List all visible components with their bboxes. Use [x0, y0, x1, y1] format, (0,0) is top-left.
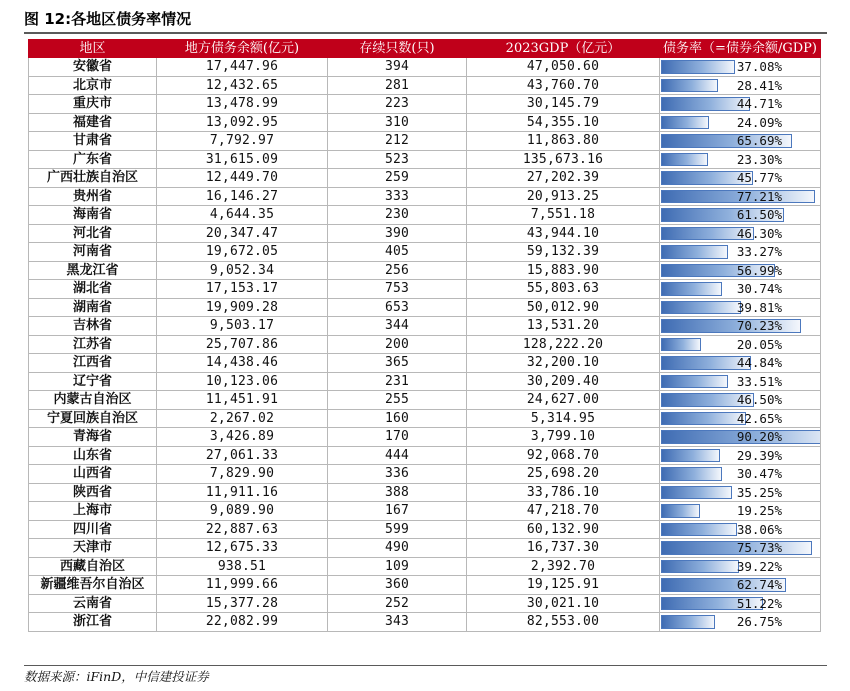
table-row — [29, 502, 821, 521]
cell-ratio — [660, 298, 821, 317]
header-balance: 地方债务余额(亿元) — [157, 40, 328, 58]
cell-region: 新疆维吾尔自治区 — [29, 576, 157, 595]
cell-region: 河北省 — [29, 224, 157, 243]
cell-ratio — [660, 372, 821, 391]
cell-gdp: 43,760.70 — [467, 76, 660, 95]
cell-region: 福建省 — [29, 113, 157, 132]
ratio-value: 19.25% — [736, 503, 782, 518]
cell-region: 宁夏回族自治区 — [29, 409, 157, 428]
cell-region: 江西省 — [29, 354, 157, 373]
cell-count: 444 — [328, 446, 467, 465]
cell-ratio — [660, 520, 821, 539]
cell-count: 281 — [328, 76, 467, 95]
table-row — [29, 594, 821, 613]
cell-gdp: 19,125.91 — [467, 576, 660, 595]
ratio-value: 37.08% — [736, 59, 782, 74]
cell-ratio — [660, 317, 821, 336]
cell-gdp: 3,799.10 — [467, 428, 660, 447]
table-row — [29, 557, 821, 576]
ratio-value: 33.51% — [736, 373, 782, 389]
ratio-value: 30.74% — [736, 281, 782, 296]
table-row — [29, 132, 821, 151]
ratio-value: 77.21% — [736, 188, 782, 204]
table-row — [29, 446, 821, 465]
table-row — [29, 243, 821, 262]
cell-balance: 16,146.27 — [157, 187, 328, 206]
ratio-value: 35.25% — [736, 484, 782, 500]
cell-region: 云南省 — [29, 594, 157, 613]
cell-ratio — [660, 409, 821, 428]
cell-region: 吉林省 — [29, 317, 157, 336]
figure-title: 图 12:各地区债务率情况 — [24, 10, 192, 28]
cell-balance: 2,267.02 — [157, 409, 328, 428]
ratio-value: 45.77% — [736, 170, 782, 185]
cell-ratio — [660, 391, 821, 410]
cell-region: 海南省 — [29, 206, 157, 225]
ratio-value: 38.06% — [736, 521, 782, 537]
ratio-value: 46.50% — [736, 392, 782, 407]
cell-region: 内蒙古自治区 — [29, 391, 157, 410]
table-row — [29, 169, 821, 188]
ratio-value: 26.75% — [736, 614, 782, 629]
cell-balance: 15,377.28 — [157, 594, 328, 613]
cell-ratio — [660, 280, 821, 299]
cell-ratio — [660, 502, 821, 521]
cell-balance: 11,911.16 — [157, 483, 328, 502]
table-row — [29, 206, 821, 225]
cell-gdp: 5,314.95 — [467, 409, 660, 428]
cell-region: 四川省 — [29, 520, 157, 539]
cell-gdp: 30,145.79 — [467, 95, 660, 114]
cell-gdp: 30,021.10 — [467, 594, 660, 613]
cell-region: 安徽省 — [29, 58, 157, 77]
cell-count: 653 — [328, 298, 467, 317]
cell-count: 252 — [328, 594, 467, 613]
cell-ratio — [660, 187, 821, 206]
cell-region: 贵州省 — [29, 187, 157, 206]
table-row — [29, 76, 821, 95]
cell-ratio — [660, 76, 821, 95]
cell-ratio — [660, 243, 821, 262]
cell-region: 广西壮族自治区 — [29, 169, 157, 188]
cell-ratio — [660, 335, 821, 354]
table-row — [29, 280, 821, 299]
table-row — [29, 335, 821, 354]
table-row — [29, 520, 821, 539]
table-row — [29, 317, 821, 336]
cell-ratio — [660, 539, 821, 558]
cell-gdp: 2,392.70 — [467, 557, 660, 576]
ratio-value: 62.74% — [736, 577, 782, 592]
cell-gdp: 13,531.20 — [467, 317, 660, 336]
cell-gdp: 27,202.39 — [467, 169, 660, 188]
ratio-value: 29.39% — [736, 447, 782, 463]
cell-region: 黑龙江省 — [29, 261, 157, 280]
cell-balance: 13,478.99 — [157, 95, 328, 114]
cell-count: 167 — [328, 502, 467, 521]
cell-region: 浙江省 — [29, 613, 157, 632]
cell-gdp: 135,673.16 — [467, 150, 660, 169]
cell-balance: 7,829.90 — [157, 465, 328, 484]
cell-count: 170 — [328, 428, 467, 447]
title-rule — [24, 32, 827, 34]
cell-count: 200 — [328, 335, 467, 354]
cell-count: 405 — [328, 243, 467, 262]
ratio-value: 28.41% — [736, 77, 782, 93]
cell-balance: 25,707.86 — [157, 335, 328, 354]
cell-gdp: 128,222.20 — [467, 335, 660, 354]
cell-ratio — [660, 557, 821, 576]
cell-gdp: 82,553.00 — [467, 613, 660, 632]
cell-balance: 19,672.05 — [157, 243, 328, 262]
cell-gdp: 30,209.40 — [467, 372, 660, 391]
cell-ratio — [660, 169, 821, 188]
cell-region: 西藏自治区 — [29, 557, 157, 576]
table-row — [29, 539, 821, 558]
cell-count: 109 — [328, 557, 467, 576]
cell-count: 523 — [328, 150, 467, 169]
cell-count: 230 — [328, 206, 467, 225]
cell-count: 336 — [328, 465, 467, 484]
cell-balance: 11,451.91 — [157, 391, 328, 410]
cell-region: 山东省 — [29, 446, 157, 465]
cell-region: 重庆市 — [29, 95, 157, 114]
cell-balance: 22,082.99 — [157, 613, 328, 632]
ratio-value: 44.84% — [736, 355, 782, 370]
cell-region: 河南省 — [29, 243, 157, 262]
cell-count: 360 — [328, 576, 467, 595]
table-row — [29, 372, 821, 391]
cell-ratio — [660, 428, 821, 447]
table-row — [29, 58, 821, 77]
cell-region: 山西省 — [29, 465, 157, 484]
table-row — [29, 150, 821, 169]
cell-ratio — [660, 354, 821, 373]
bottom-rule — [24, 665, 827, 666]
cell-region: 北京市 — [29, 76, 157, 95]
cell-count: 256 — [328, 261, 467, 280]
table-row — [29, 261, 821, 280]
cell-balance: 14,438.46 — [157, 354, 328, 373]
cell-region: 湖北省 — [29, 280, 157, 299]
cell-count: 231 — [328, 372, 467, 391]
ratio-value: 44.71% — [736, 96, 782, 111]
cell-count: 490 — [328, 539, 467, 558]
cell-count: 365 — [328, 354, 467, 373]
table-body — [29, 58, 821, 632]
cell-gdp: 92,068.70 — [467, 446, 660, 465]
cell-gdp: 54,355.10 — [467, 113, 660, 132]
cell-region: 辽宁省 — [29, 372, 157, 391]
cell-balance: 9,503.17 — [157, 317, 328, 336]
cell-gdp: 55,803.63 — [467, 280, 660, 299]
cell-gdp: 25,698.20 — [467, 465, 660, 484]
table-row — [29, 224, 821, 243]
cell-region: 天津市 — [29, 539, 157, 558]
cell-balance: 13,092.95 — [157, 113, 328, 132]
cell-balance: 31,615.09 — [157, 150, 328, 169]
cell-region: 青海省 — [29, 428, 157, 447]
cell-count: 599 — [328, 520, 467, 539]
cell-gdp: 15,883.90 — [467, 261, 660, 280]
ratio-value: 39.81% — [736, 299, 782, 315]
cell-balance: 10,123.06 — [157, 372, 328, 391]
ratio-value: 42.65% — [736, 410, 782, 426]
cell-balance: 9,052.34 — [157, 261, 328, 280]
cell-ratio — [660, 206, 821, 225]
table-row — [29, 354, 821, 373]
cell-gdp: 47,218.70 — [467, 502, 660, 521]
cell-gdp: 59,132.39 — [467, 243, 660, 262]
cell-balance: 22,887.63 — [157, 520, 328, 539]
cell-ratio — [660, 613, 821, 632]
cell-gdp: 24,627.00 — [467, 391, 660, 410]
cell-ratio — [660, 576, 821, 595]
cell-region: 上海市 — [29, 502, 157, 521]
cell-ratio — [660, 132, 821, 151]
cell-ratio — [660, 58, 821, 77]
ratio-value: 51.22% — [736, 595, 782, 611]
cell-count: 160 — [328, 409, 467, 428]
cell-count: 259 — [328, 169, 467, 188]
table-row — [29, 95, 821, 114]
cell-gdp: 43,944.10 — [467, 224, 660, 243]
cell-balance: 17,153.17 — [157, 280, 328, 299]
cell-balance: 938.51 — [157, 557, 328, 576]
cell-ratio — [660, 224, 821, 243]
cell-count: 310 — [328, 113, 467, 132]
cell-count: 390 — [328, 224, 467, 243]
cell-gdp: 60,132.90 — [467, 520, 660, 539]
cell-region: 陕西省 — [29, 483, 157, 502]
cell-balance: 9,089.90 — [157, 502, 328, 521]
cell-gdp: 47,050.60 — [467, 58, 660, 77]
cell-gdp: 20,913.25 — [467, 187, 660, 206]
ratio-value: 75.73% — [736, 540, 782, 555]
ratio-value: 33.27% — [736, 244, 782, 259]
table-row — [29, 298, 821, 317]
cell-balance: 19,909.28 — [157, 298, 328, 317]
cell-ratio — [660, 261, 821, 280]
cell-balance: 3,426.89 — [157, 428, 328, 447]
ratio-value: 90.20% — [736, 429, 782, 444]
cell-region: 甘肃省 — [29, 132, 157, 151]
cell-balance: 7,792.97 — [157, 132, 328, 151]
cell-gdp: 50,012.90 — [467, 298, 660, 317]
cell-count: 255 — [328, 391, 467, 410]
table-row — [29, 187, 821, 206]
cell-gdp: 33,786.10 — [467, 483, 660, 502]
table-row — [29, 613, 821, 632]
cell-balance: 12,449.70 — [157, 169, 328, 188]
cell-count: 753 — [328, 280, 467, 299]
ratio-value: 23.30% — [736, 151, 782, 167]
cell-ratio — [660, 95, 821, 114]
ratio-value: 70.23% — [736, 318, 782, 333]
cell-count: 212 — [328, 132, 467, 151]
cell-balance: 4,644.35 — [157, 206, 328, 225]
cell-balance: 12,432.65 — [157, 76, 328, 95]
header-region: 地区 — [29, 40, 157, 58]
header-ratio: 债务率（=债券余额/GDP) — [660, 40, 821, 58]
cell-count: 223 — [328, 95, 467, 114]
cell-region: 江苏省 — [29, 335, 157, 354]
table-row — [29, 428, 821, 447]
cell-balance: 20,347.47 — [157, 224, 328, 243]
ratio-value: 56.99% — [736, 262, 782, 278]
ratio-value: 24.09% — [736, 114, 782, 130]
cell-count: 344 — [328, 317, 467, 336]
ratio-value: 30.47% — [736, 466, 782, 481]
cell-count: 333 — [328, 187, 467, 206]
data-source-note: 数据来源：iFinD，中信建投证券 — [24, 669, 209, 684]
ratio-value: 61.50% — [736, 207, 782, 222]
cell-region: 湖南省 — [29, 298, 157, 317]
ratio-value: 39.22% — [736, 558, 782, 574]
ratio-value: 20.05% — [736, 336, 782, 352]
cell-count: 388 — [328, 483, 467, 502]
cell-gdp: 11,863.80 — [467, 132, 660, 151]
cell-balance: 17,447.96 — [157, 58, 328, 77]
ratio-value: 46.30% — [736, 225, 782, 241]
cell-region: 广东省 — [29, 150, 157, 169]
cell-ratio — [660, 150, 821, 169]
cell-ratio — [660, 594, 821, 613]
cell-count: 394 — [328, 58, 467, 77]
table-row — [29, 409, 821, 428]
ratio-value: 65.69% — [736, 133, 782, 148]
table-row — [29, 483, 821, 502]
table-row — [29, 113, 821, 132]
cell-ratio — [660, 113, 821, 132]
table-row — [29, 391, 821, 410]
cell-ratio — [660, 465, 821, 484]
header-count: 存续只数(只) — [328, 40, 467, 58]
cell-count: 343 — [328, 613, 467, 632]
cell-ratio — [660, 446, 821, 465]
table-row — [29, 465, 821, 484]
cell-gdp: 16,737.30 — [467, 539, 660, 558]
cell-gdp: 32,200.10 — [467, 354, 660, 373]
cell-gdp: 7,551.18 — [467, 206, 660, 225]
debt-ratio-table — [28, 39, 821, 632]
header-gdp: 2023GDP（亿元） — [467, 40, 660, 58]
cell-balance: 27,061.33 — [157, 446, 328, 465]
cell-balance: 11,999.66 — [157, 576, 328, 595]
table-header-row — [29, 40, 821, 58]
table-row — [29, 576, 821, 595]
cell-balance: 12,675.33 — [157, 539, 328, 558]
cell-ratio — [660, 483, 821, 502]
